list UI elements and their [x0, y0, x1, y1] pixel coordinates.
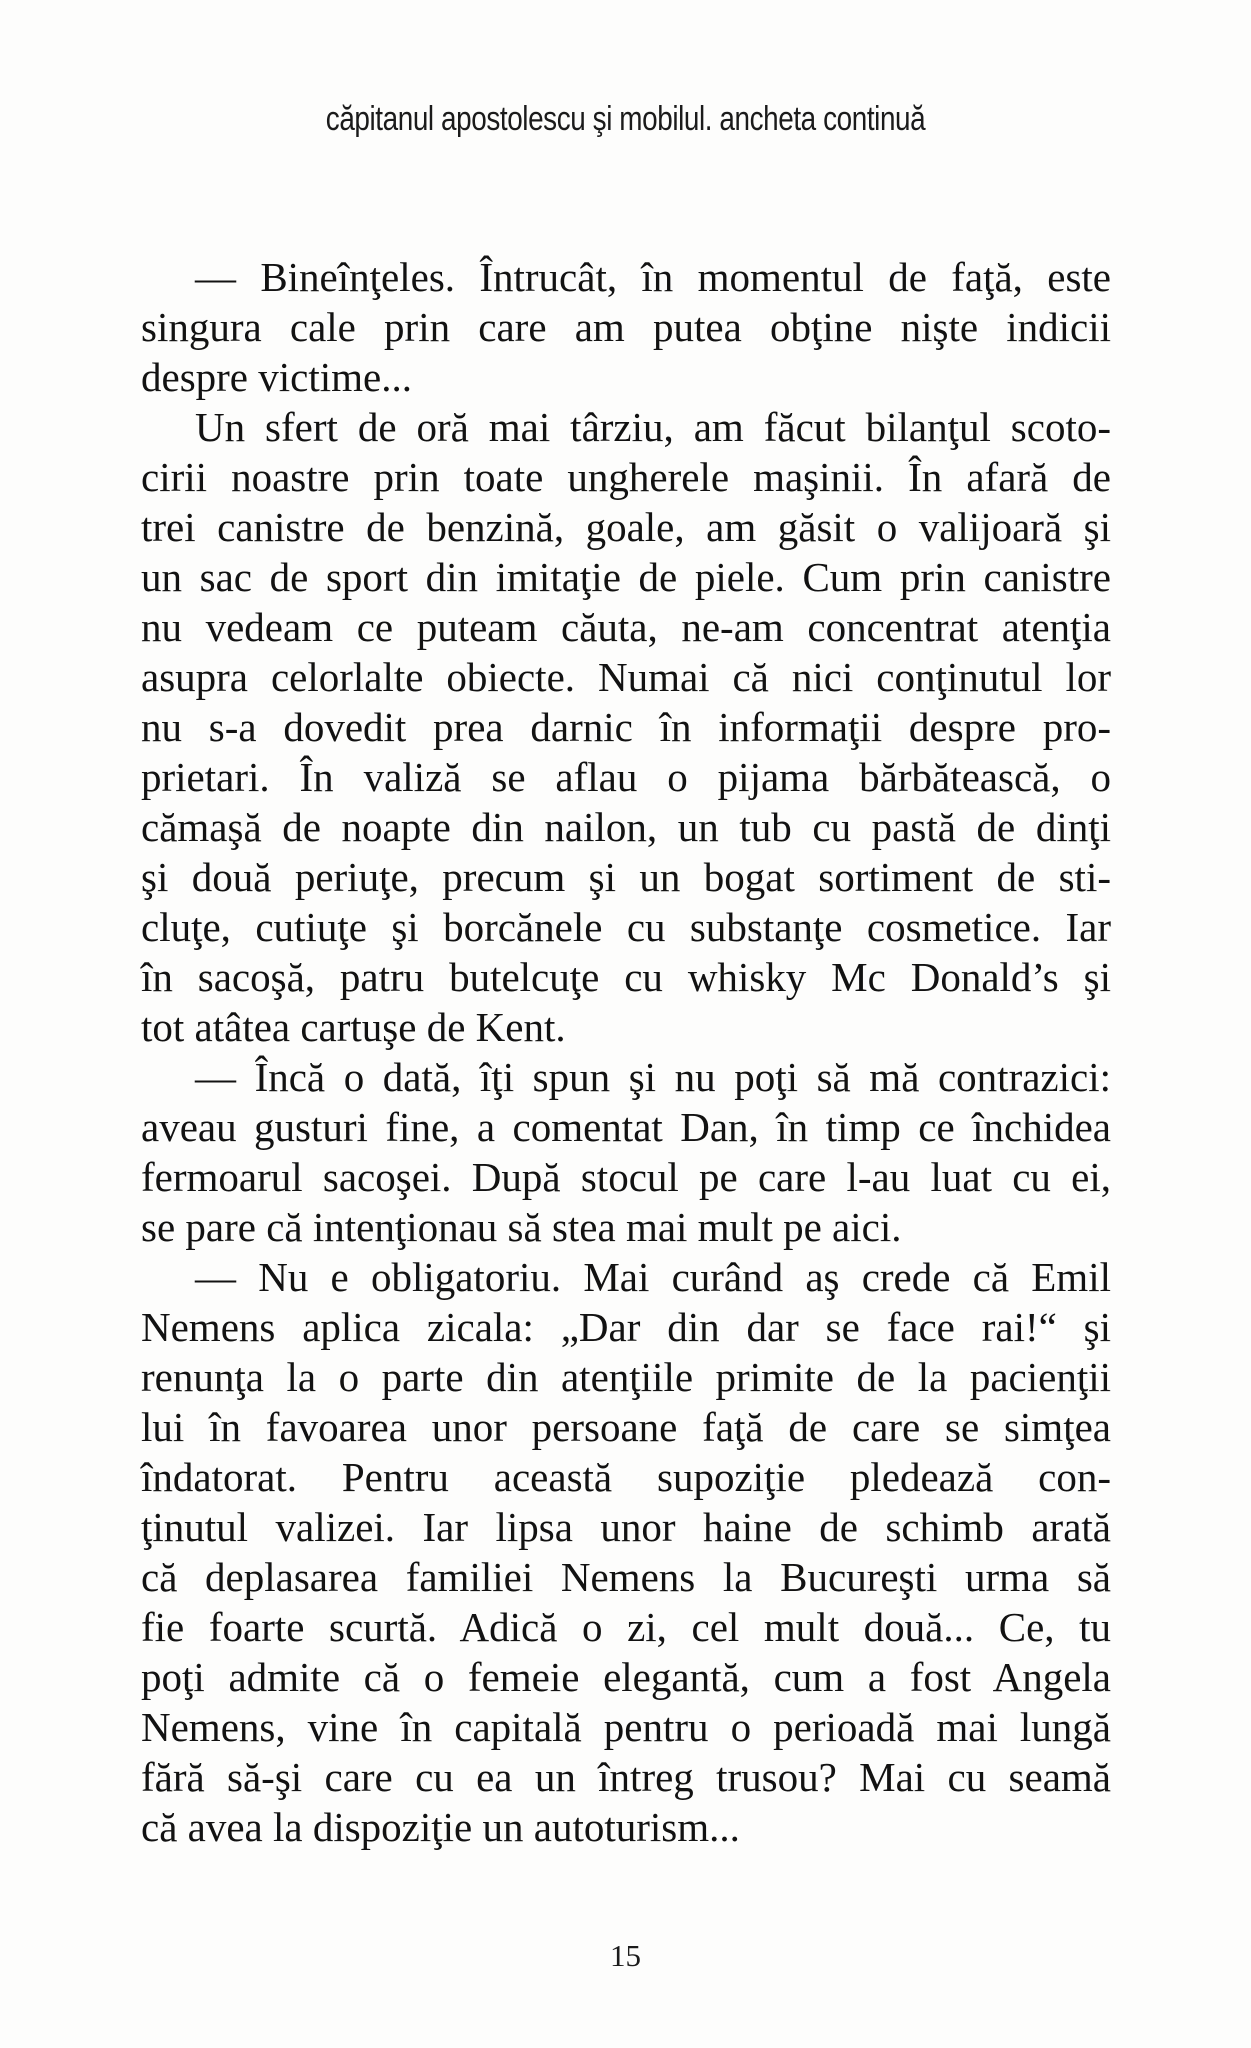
text-line: — Bineînţeles. Întrucât, în momentul de faţă, este: [195, 254, 1111, 300]
text-line: fără să-şi care cu ea un întreg trusou? Mai cu seamă: [141, 1754, 1111, 1800]
text-line: prietari. În valiză se aflau o pijama bărbătească, o: [141, 754, 1111, 800]
text-line: — Încă o dată, îţi spun şi nu poţi să mă contrazici:: [195, 1054, 1111, 1100]
text-line: aveau gusturi fine, a comentat Dan, în timp ce închidea: [141, 1104, 1111, 1150]
text-line: Nemens, vine în capitală pentru o perioadă mai lungă: [141, 1704, 1111, 1750]
text-line: cluţe, cutiuţe şi borcănele cu substanţe cosmetice. Iar: [141, 904, 1111, 950]
text-line: se pare că intenţionau să stea mai mult pe aici.: [141, 1204, 902, 1250]
text-line: că deplasarea familiei Nemens la Bucureşti urma să: [141, 1554, 1111, 1600]
text-line: în sacoşă, patru butelcuţe cu whisky Mc Donald’s şi: [141, 954, 1111, 1000]
text-line: tot atâtea cartuşe de Kent.: [141, 1004, 566, 1050]
text-line: nu vedeam ce puteam căuta, ne-am concentrat atenţia: [141, 604, 1111, 650]
text-line: lui în favoarea unor persoane faţă de care se simţea: [141, 1404, 1111, 1450]
text-line: cirii noastre prin toate ungherele maşinii. În afară de: [141, 454, 1111, 500]
text-line: poţi admite că o femeie elegantă, cum a fost Angela: [141, 1654, 1111, 1700]
page-number: 15: [610, 1938, 641, 1973]
text-line: Un sfert de oră mai târziu, am făcut bilanţul scoto-: [195, 404, 1111, 450]
running-header-text: căpitanul apostolescu şi mobilul. ancheta continuă: [325, 100, 926, 138]
text-line: trei canistre de benzină, goale, am găsit o valijoară şi: [141, 504, 1111, 550]
text-line: singura cale prin care am putea obţine nişte indicii: [141, 304, 1111, 350]
body-text: [141, 252, 1111, 1852]
text-line: ţinutul valizei. Iar lipsa unor haine de schimb arată: [141, 1504, 1111, 1550]
text-line: fie foarte scurtă. Adică o zi, cel mult două... Ce, tu: [141, 1604, 1111, 1650]
text-line: Nemens aplica zicala: „Dar din dar se face rai!“ şi: [141, 1304, 1111, 1350]
text-line: fermoarul sacoşei. După stocul pe care l-au luat cu ei,: [141, 1154, 1111, 1200]
text-line: nu s-a dovedit prea darnic în informaţii despre pro-: [141, 704, 1111, 750]
text-line: — Nu e obligatoriu. Mai curând aş crede că Emil: [195, 1254, 1111, 1300]
text-line: despre victime...: [141, 354, 412, 400]
text-line: şi două periuţe, precum şi un bogat sortiment de sti-: [141, 854, 1111, 900]
text-line: un sac de sport din imitaţie de piele. Cum prin canistre: [141, 554, 1111, 600]
text-line: cămaşă de noapte din nailon, un tub cu pastă de dinţi: [141, 804, 1111, 850]
text-line: îndatorat. Pentru această supoziţie pledează con-: [141, 1454, 1111, 1500]
text-line: că avea la dispoziţie un autoturism...: [141, 1804, 740, 1850]
running-header: [0, 100, 1251, 139]
text-line: renunţa la o parte din atenţiile primite de la pacienţii: [141, 1354, 1111, 1400]
text-line: asupra celorlalte obiecte. Numai că nici conţinutul lor: [141, 654, 1111, 700]
